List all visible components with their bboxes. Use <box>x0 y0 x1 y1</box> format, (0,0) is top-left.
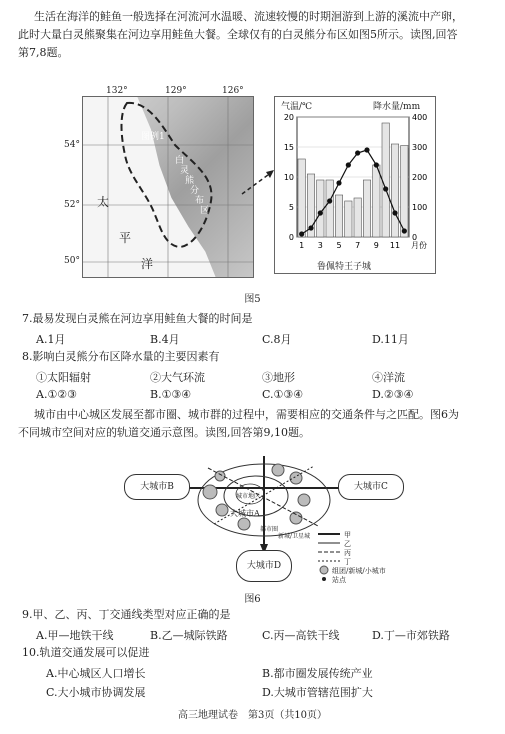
precip-bar <box>363 180 370 237</box>
map-area-label: 图例1 <box>141 132 165 142</box>
city-b-node: 大城市B <box>124 474 190 500</box>
right-tick-label: 0 <box>412 233 418 242</box>
precip-bar <box>391 144 398 237</box>
map-lat-label: 54° <box>64 140 80 150</box>
para2-line-1: 城市由中心城区发展至都市圈、城市群的过程中，需要相应的交通条件与之匹配。图6为 <box>34 408 459 421</box>
right-tick-label: 300 <box>412 143 428 152</box>
intro-line-2: 此时大量白灵熊聚集在河边享用鲑鱼大餐。全球仅有的白灵熊分布区如图5所示。读图,回答 <box>18 28 458 41</box>
question-7-stem: 7.最易发现白灵熊在河边享用鲑鱼大餐的时间是 <box>22 312 253 325</box>
station-name: 鲁佩特王子城 <box>317 262 372 272</box>
bear-distribution-map <box>82 96 254 278</box>
q8-factor-2: ②大气环流 <box>150 371 205 384</box>
page-footer: 高三地理试卷 第3页（共10页） <box>177 710 328 721</box>
q8-option-d[interactable]: D.②③④ <box>372 388 414 401</box>
map-lon-label: 132° <box>106 86 128 96</box>
q10-option-b[interactable]: B.都市圈发展传统产业 <box>262 667 373 680</box>
city-c-node: 大城市C <box>338 474 404 500</box>
precip-bar <box>317 180 324 237</box>
inner-area-label: 城市地区 <box>236 493 261 500</box>
precip-bar <box>298 159 305 237</box>
right-tick-label: 400 <box>412 113 428 122</box>
precip-bar <box>335 195 342 237</box>
right-tick-label: 200 <box>412 173 428 182</box>
x-tick-label: 3 <box>317 241 323 250</box>
city-a-label: 大城市A <box>230 509 260 518</box>
left-tick-label: 5 <box>288 203 294 212</box>
right-tick-label: 100 <box>412 203 428 212</box>
metro-area-label: 都市圈 <box>260 526 279 533</box>
figure-5-caption: 图5 <box>244 294 261 305</box>
q10-option-d[interactable]: D.大城市管辖范围扩大 <box>262 686 373 699</box>
chart-left-title: 气温/℃ <box>281 102 313 112</box>
precip-bar <box>354 198 361 237</box>
intro-line-1: 生活在海洋的鲑鱼一般选择在河流河水温暖、流速较慢的时期洄游到上游的溪流中产卵， <box>34 10 463 23</box>
x-tick-label: 5 <box>336 241 342 250</box>
para2-line-2: 不同城市空间对应的轨道交通示意图。读图,回答第9,10题。 <box>18 426 310 439</box>
q8-factor-3: ③地形 <box>262 371 295 384</box>
q8-option-c[interactable]: C.①③④ <box>262 388 304 401</box>
map-lat-label: 52° <box>64 200 80 210</box>
precip-bar <box>401 146 408 238</box>
q10-option-c[interactable]: C.大小城市协调发展 <box>46 686 146 699</box>
x-tick-label: 1 <box>299 241 305 250</box>
map-area-char: 熊 <box>185 176 195 186</box>
temperature-point <box>402 228 407 233</box>
map-area-char: 区 <box>200 206 210 216</box>
q8-factor-1: ①太阳辐射 <box>36 371 91 384</box>
climate-chart <box>274 96 436 274</box>
legend-yi: 乙 <box>344 540 351 548</box>
map-lat-label: 50° <box>64 256 80 266</box>
map-overlay <box>83 97 253 277</box>
left-tick-label: 20 <box>283 113 294 122</box>
map-area-char: 布 <box>195 196 205 206</box>
satellite-label: 新城/卫星城 <box>278 533 311 540</box>
q8-factor-4: ④洋流 <box>372 371 405 384</box>
x-unit-label: 月份 <box>411 241 427 250</box>
precip-bar <box>326 180 333 237</box>
q8-option-b[interactable]: B.①③④ <box>150 388 192 401</box>
q10-option-a[interactable]: A.中心城区人口增长 <box>46 667 146 680</box>
question-10-stem: 10.轨道交通发展可以促进 <box>22 646 150 659</box>
question-9-stem: 9.甲、乙、丙、丁交通线类型对应正确的是 <box>22 608 231 621</box>
ocean-label: 洋 <box>141 257 154 271</box>
q9-option-a[interactable]: A.甲—地铁干线 <box>36 629 114 642</box>
ocean-label: 太 <box>97 195 110 209</box>
map-area-char: 灵 <box>180 166 190 176</box>
map-area-char: 白 <box>175 156 185 166</box>
x-tick-label: 9 <box>373 241 379 250</box>
temperature-point <box>355 150 360 155</box>
legend-station: 站点 <box>332 576 346 584</box>
temperature-point <box>392 210 397 215</box>
q8-option-a[interactable]: A.①②③ <box>36 388 78 401</box>
q9-option-d[interactable]: D.丁—市郊铁路 <box>372 629 450 642</box>
legend-ding: 丁 <box>344 558 351 566</box>
chart-right-title: 降水量/mm <box>373 102 421 112</box>
map-lon-label: 126° <box>222 86 244 96</box>
legend-bing: 丙 <box>344 549 351 557</box>
temperature-point <box>336 180 341 185</box>
q9-option-c[interactable]: C.丙—高铁干线 <box>262 629 340 642</box>
q7-option-d[interactable]: D.11月 <box>372 333 409 346</box>
map-area-char: 分 <box>190 186 200 196</box>
question-8-stem: 8.影响白灵熊分布区降水量的主要因素有 <box>22 350 220 363</box>
figure-6-caption: 图6 <box>244 594 261 605</box>
q9-option-b[interactable]: B.乙—城际铁路 <box>150 629 228 642</box>
legend-jia: 甲 <box>344 531 351 539</box>
temperature-point <box>308 225 313 230</box>
x-tick-label: 11 <box>389 241 401 250</box>
q7-option-c[interactable]: C.8月 <box>262 333 292 346</box>
x-tick-label: 7 <box>355 241 361 250</box>
precip-bar <box>382 123 389 237</box>
intro-line-3: 第7,8题。 <box>18 46 69 59</box>
legend-cluster: 组团/新城/小城市 <box>332 567 386 575</box>
left-tick-label: 10 <box>283 173 294 182</box>
temperature-point <box>327 198 332 203</box>
temperature-point <box>346 162 351 167</box>
temperature-point <box>299 231 304 236</box>
temperature-point <box>383 186 388 191</box>
left-tick-label: 15 <box>283 143 294 152</box>
precip-bar <box>345 201 352 237</box>
climate-plot <box>275 97 435 273</box>
q7-option-a[interactable]: A.1月 <box>36 333 66 346</box>
temperature-point <box>364 147 369 152</box>
city-d-node: 大城市D <box>236 550 292 582</box>
ocean-label: 平 <box>119 231 132 245</box>
temperature-point <box>374 162 379 167</box>
q7-option-b[interactable]: B.4月 <box>150 333 180 346</box>
temperature-point <box>318 210 323 215</box>
left-tick-label: 0 <box>288 233 294 242</box>
map-lon-label: 129° <box>165 86 187 96</box>
precip-bar <box>373 165 380 237</box>
